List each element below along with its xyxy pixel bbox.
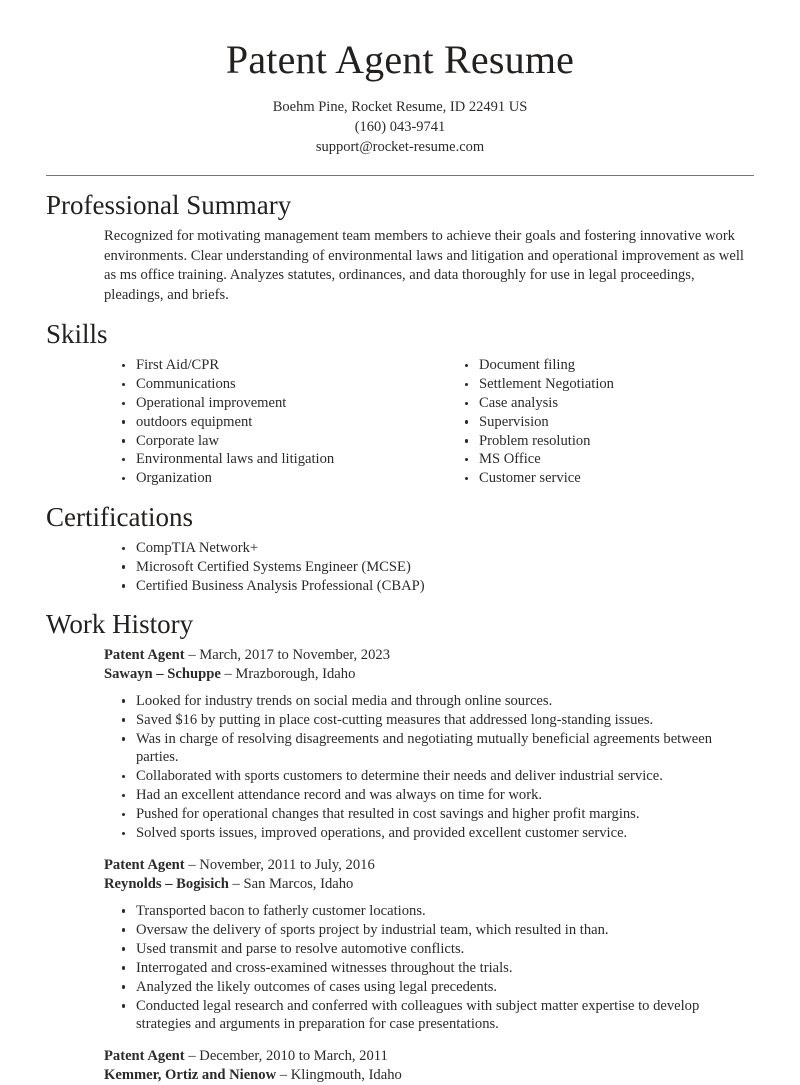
section-work-history [46,609,754,1085]
list-item: Used transmit and parse to resolve automotive conflicts. [122,940,754,959]
job-company: Sawayn – Schuppe [104,666,221,683]
section-professional-summary [46,190,754,305]
section-skills [46,319,754,488]
list-item: Environmental laws and litigation [122,450,429,468]
job-dates: November, 2011 to July, 2016 [199,856,375,873]
list-item: CompTIA Network+ [122,539,754,557]
job-bullet-list [104,902,754,1034]
job-separator: – [279,1067,288,1084]
job-location: San Marcos, Idaho [243,876,354,893]
job-role-line [104,856,754,875]
list-item: Certified Business Analysis Professional (CBAP) [122,577,754,595]
certifications-list [104,539,754,595]
section-certifications [46,502,754,595]
job-company-line [104,1066,754,1085]
list-item: Oversaw the delivery of sports project by industrial team, which resulted in than. [122,921,754,940]
section-heading-summary: Professional Summary [46,190,292,220]
list-item: Organization [122,469,429,487]
list-item: Problem resolution [465,432,754,450]
job-role-line [104,1047,754,1066]
section-heading-work-history: Work History [46,608,194,639]
list-item: Corporate law [122,432,429,450]
job-company: Kemmer, Ortiz and Nienow [104,1067,277,1084]
contact-block [46,97,754,157]
work-history-entry [46,1047,754,1085]
section-heading-certifications: Certifications [46,502,193,533]
job-role: Patent Agent [104,1047,185,1064]
skills-columns [46,356,754,488]
skills-list-right [447,356,754,487]
list-item: Document filing [465,356,754,374]
list-item: Communications [122,375,429,393]
list-item: Was in charge of resolving disagreements and negotiating mutually beneficial agreements between parties. [122,730,754,767]
list-item: Analyzed the likely outcomes of cases using legal precedents. [122,978,754,997]
list-item: Collaborated with sports customers to determine their needs and deliver industrial service. [122,767,754,786]
job-location: Mrazborough, Idaho [235,666,356,683]
job-dates: March, 2017 to November, 2023 [199,647,390,664]
list-item: Saved $16 by putting in place cost-cutting measures that addressed long-standing issues. [122,711,754,730]
contact-phone: (160) 043-9741 [354,119,446,135]
list-item: Looked for industry trends on social media and through online sources. [122,692,754,711]
job-company: Reynolds – Bogisich [104,876,229,893]
list-item: MS Office [465,450,754,468]
job-separator: – [188,647,196,664]
job-bullets [104,902,754,1034]
summary-text: Recognized for motivating management team members to achieve their goals and fostering innovative work environments. Clear understanding of environmental laws and litigation and operational improvement as well as ms office training. Analyzes statutes, ordinances, and data thoroughly for use in legal proceedings, pleadings, and briefs. [104,228,744,303]
job-separator: – [188,1047,196,1064]
skills-column-left [104,356,429,488]
summary-body [46,227,754,305]
list-item: Settlement Negotiation [465,375,754,393]
list-item: Conducted legal research and conferred with colleagues with subject matter expertise to develop strategies and arguments in preparation for case presentations. [122,997,754,1034]
work-history-entry [46,646,754,843]
list-item: Transported bacon to fatherly customer locations. [122,902,754,921]
job-separator: – [188,856,196,873]
list-item: Supervision [465,413,754,431]
job-separator: – [224,666,232,683]
job-bullet-list [104,692,754,843]
contact-email: support@rocket-resume.com [315,139,485,155]
list-item: Case analysis [465,394,754,412]
list-item: Interrogated and cross-examined witnesses throughout the trials. [122,959,754,978]
list-item: Had an excellent attendance record and was always on time for work. [122,786,754,805]
list-item: Pushed for operational changes that resulted in cost savings and higher profit margins. [122,805,754,824]
job-company-line [104,875,754,894]
job-company-line [104,665,754,684]
page-title: Patent Agent Resume [225,37,575,82]
header-divider [46,175,754,176]
certifications-body [46,539,754,595]
job-bullets [104,692,754,843]
skills-column-right [429,356,754,488]
list-item: Solved sports issues, improved operations, and provided excellent customer service. [122,824,754,843]
list-item: First Aid/CPR [122,356,429,374]
list-item: Operational improvement [122,394,429,412]
job-role-line [104,646,754,665]
skills-list-left [104,356,429,487]
list-item: Microsoft Certified Systems Engineer (MCSE) [122,558,754,576]
section-heading-skills: Skills [46,319,108,350]
job-dates: December, 2010 to March, 2011 [199,1047,388,1064]
work-history-entry [46,856,754,1034]
job-location: Klingmouth, Idaho [290,1067,402,1084]
job-separator: – [232,876,240,893]
list-item: outdoors equipment [122,413,429,431]
job-role: Patent Agent [104,856,185,873]
contact-address: Boehm Pine, Rocket Resume, ID 22491 US [272,99,528,115]
list-item: Customer service [465,469,754,487]
job-role: Patent Agent [104,647,185,664]
